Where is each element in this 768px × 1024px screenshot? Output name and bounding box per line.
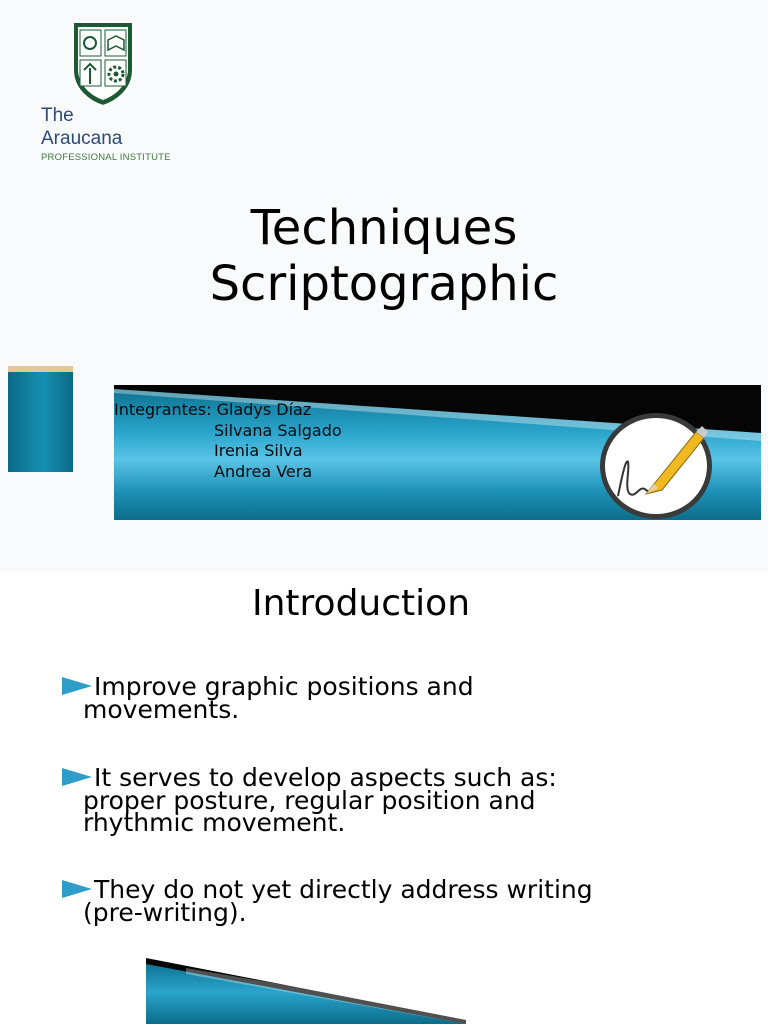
institute-name-line1: The [41, 105, 74, 126]
shield-crest-icon [70, 18, 136, 108]
bullet-text-continued: rhythmic movement. [83, 808, 346, 837]
member-name: Andrea Vera [214, 461, 313, 481]
bullet-item [62, 763, 702, 837]
institute-subtitle: PROFESSIONAL INSTITUTE [41, 152, 171, 163]
presentation-title-line2: Scriptographic [209, 256, 559, 312]
bullet-text-continued: proper posture, regular position and [83, 785, 536, 815]
member-name: Gladys Díaz [216, 400, 312, 419]
right-arrow-bullet-icon [62, 768, 92, 786]
bullet-text: It serves to develop aspects such as: [94, 763, 557, 792]
members-label: Integrantes: [114, 400, 212, 419]
bullet-text-continued: (pre-writing). [83, 897, 247, 927]
bullet-text-continued: movements. [83, 694, 240, 724]
bullet-item [62, 672, 702, 724]
presentation-title-line1: Techniques [250, 200, 518, 256]
member-name: Silvana Salgado [214, 420, 342, 440]
institute-name-line2: Araucana [41, 128, 123, 149]
bullet-item [62, 875, 702, 927]
section-heading: Introduction [252, 583, 471, 624]
decorative-side-block [8, 366, 73, 472]
bullet-text: Improve graphic positions and [94, 672, 474, 701]
members-list [114, 400, 342, 482]
member-name: Irenia Silva [214, 441, 303, 460]
bullet-text: They do not yet directly address writing [94, 875, 593, 904]
pen-signature-icon [596, 410, 716, 522]
institute-name [41, 104, 122, 150]
right-arrow-bullet-icon [62, 677, 92, 695]
right-arrow-bullet-icon [62, 880, 92, 898]
decorative-bottom-shape [146, 958, 466, 1024]
